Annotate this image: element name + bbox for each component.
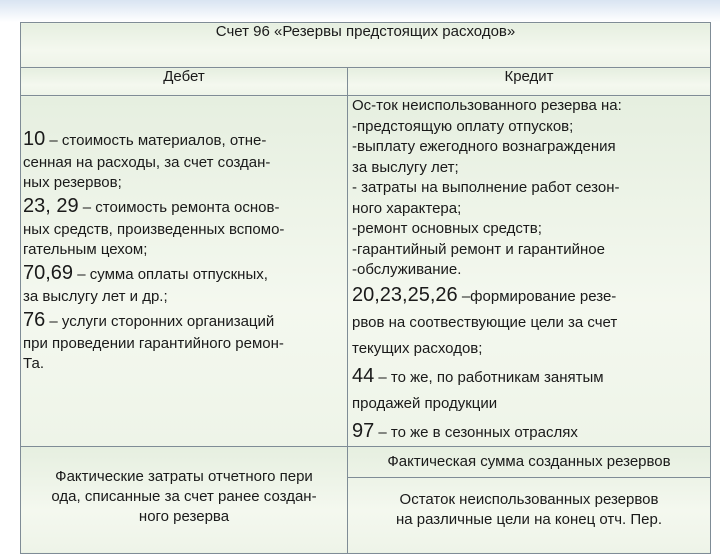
debit-line	[23, 193, 347, 220]
credit-line-text: -гарантийный ремонт и гарантийное	[352, 240, 605, 258]
top-gradient-bar	[0, 0, 720, 22]
credit-account-number: 97	[352, 419, 375, 442]
debit-account-number: 23, 29	[23, 195, 79, 217]
credit-entries	[348, 96, 711, 447]
debit-line-text: за выслугу лет и др.;	[23, 288, 168, 305]
debit-line	[23, 240, 347, 260]
credit-line	[352, 281, 710, 310]
debit-line-text: – стоимость ремонта основ-	[78, 199, 280, 216]
debit-line	[23, 307, 347, 334]
credit-line	[352, 117, 710, 138]
credit-line-text: за выслугу лет;	[352, 158, 459, 176]
debit-line	[23, 126, 347, 153]
credit-line-text: -выплату ежегодного вознаграждения	[352, 138, 616, 155]
credit-line-text: – то же в сезонных отраслях	[374, 423, 578, 441]
debit-line-text: – сумма оплаты отпускных,	[73, 266, 268, 283]
debit-footer-line: ода, списанные за счет ранее создан-	[51, 487, 317, 505]
table-title: Счет 96 «Резервы предстоящих расходов»	[21, 23, 711, 68]
debit-footer	[21, 446, 348, 553]
credit-line-text: ного характера;	[352, 199, 462, 217]
debit-entries	[21, 96, 348, 447]
credit-footer-balance-line: Остаток неиспользованных резервов	[399, 490, 659, 508]
credit-line	[352, 137, 710, 158]
credit-line	[352, 362, 710, 391]
debit-line-text: ных резервов;	[23, 174, 122, 191]
credit-line	[352, 158, 710, 179]
credit-account-number: 44	[352, 364, 375, 387]
debit-line-text: гательным цехом;	[23, 241, 148, 258]
credit-footer-balance-line: на различные цели на конец отч. Пер.	[395, 510, 663, 528]
credit-line	[352, 178, 710, 199]
credit-line-text: рвов на соотвествующие цели за счет	[352, 313, 618, 331]
credit-line-text: - затраты на выполнение работ сезон-	[352, 179, 620, 196]
credit-line-text: – то же, по работникам занятым	[374, 368, 604, 386]
credit-line	[352, 336, 710, 362]
debit-line	[23, 153, 347, 173]
debit-account-number: 70,69	[23, 262, 74, 284]
debit-line	[23, 220, 347, 240]
credit-line	[352, 96, 710, 117]
credit-line	[352, 260, 710, 281]
credit-line	[352, 417, 710, 446]
credit-header: Кредит	[348, 68, 711, 96]
credit-account-number: 20,23,25,26	[352, 283, 458, 306]
credit-line	[352, 219, 710, 240]
credit-line-text: текущих расходов;	[352, 339, 483, 357]
credit-line	[352, 199, 710, 220]
debit-account-number: 10	[23, 128, 46, 150]
credit-footer-total: Фактическая сумма созданных резервов	[387, 452, 671, 470]
debit-line-text: – услуги сторонних организаций	[45, 313, 275, 330]
debit-line-text: – стоимость материалов, отне-	[45, 132, 267, 149]
debit-footer-line: Фактические затраты отчетного пери	[55, 467, 313, 485]
debit-account-number: 76	[23, 309, 46, 331]
credit-footer	[348, 446, 711, 553]
debit-line-text: при проведении гарантийного ремон-	[23, 335, 284, 352]
debit-line-text: Та.	[23, 355, 44, 372]
credit-line	[352, 391, 710, 417]
account-table	[20, 22, 711, 554]
debit-line-text: ных средств, произведенных вспомо-	[23, 221, 285, 238]
credit-line	[352, 240, 710, 261]
credit-line-text: -предстоящую оплату отпусков;	[352, 117, 574, 135]
credit-line	[352, 310, 710, 336]
debit-footer-line: ного резерва	[138, 507, 230, 525]
debit-line	[23, 334, 347, 354]
debit-line	[23, 287, 347, 307]
debit-line-text: сенная на расходы, за счет создан-	[23, 154, 271, 171]
credit-line-text: -ремонт основных средств;	[352, 220, 542, 237]
debit-line	[23, 173, 347, 193]
credit-line-text: продажей продукции	[352, 394, 498, 412]
credit-line-text: –формирование резе-	[457, 287, 617, 305]
credit-line-text: -обслуживание.	[352, 261, 462, 278]
debit-line	[23, 260, 347, 287]
debit-line	[23, 354, 347, 374]
debit-header: Дебет	[21, 68, 348, 96]
credit-line-text: Ос-ток неиспользованного резерва на:	[352, 97, 622, 114]
